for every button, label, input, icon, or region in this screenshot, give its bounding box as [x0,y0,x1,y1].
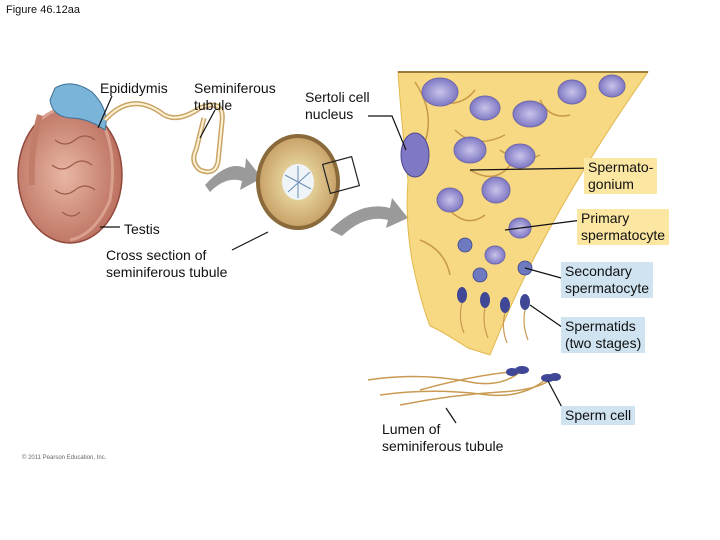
cross-section-label: Cross section of seminiferous tubule [106,247,228,280]
arrow-to-cross-section [205,158,262,192]
lumen-label: Lumen of seminiferous tubule [382,421,504,454]
sertoli-nucleus-label: Sertoli cell nucleus [305,89,370,122]
seminiferous-tubule-label: Seminiferous tubule [194,80,276,113]
stage-secondary-spermatocyte-label: Secondary spermatocyte [561,262,653,298]
copyright-notice: © 2011 Pearson Education, Inc. [22,455,107,461]
stage-spermatids-label: Spermatids (two stages) [561,317,645,353]
arrow-to-detail [330,198,408,236]
sperm-cells [368,366,561,405]
stage-primary-spermatocyte-label: Primary spermatocyte [577,209,669,245]
sertoli-nucleus [401,133,429,177]
stage-spermatogonium-label: Spermato- gonium [584,158,657,194]
stage-sperm-cell-label: Sperm cell [561,406,635,425]
epididymis-label: Epididymis [100,80,168,96]
figure-label: Figure 46.12aa [6,4,80,16]
cross-section-drawing [256,134,359,230]
testis-label: Testis [124,221,160,237]
